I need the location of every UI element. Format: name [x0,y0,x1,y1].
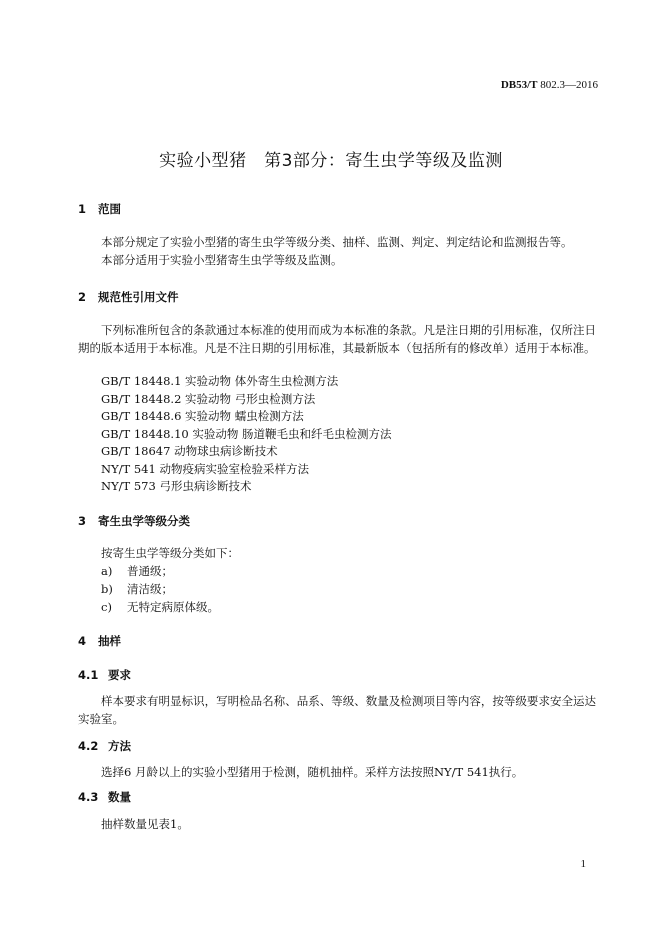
subsection-number: 4.2 [78,739,99,753]
section-number: 3 [78,514,87,528]
section-number: 4 [78,634,87,648]
reference-item: GB/T 18448.6 实验动物 蠕虫检测方法 [101,409,304,423]
list-text: 普通级； [127,564,173,578]
section-title: 范围 [98,202,121,216]
reference-item: GB/T 18448.10 实验动物 肠道鞭毛虫和纤毛虫检测方法 [101,427,392,441]
subsection-4-3-heading [78,789,131,805]
section-1-paragraph-2: 本部分适用于实验小型猪寄生虫学等级及监测。 [101,253,343,267]
reference-item: GB/T 18448.2 实验动物 弓形虫检测方法 [101,392,316,406]
subsection-title: 要求 [108,668,131,682]
section-1-heading [78,201,121,217]
list-text: 清洁级； [127,582,173,597]
subsection-4-1-text: 样本要求有明显标识，写明检品名称、品系、等级、数量及检测项目等内容，按等级要求安全运达实验室。 [78,694,596,727]
subsection-4-2-heading [78,738,131,754]
subsection-number: 4.3 [78,790,99,804]
document-title: 实验小型猪 第3部分：寄生虫学等级及监测 [159,151,503,171]
section-number: 2 [78,290,87,304]
list-marker: b) [101,582,113,597]
subsection-4-3-text: 抽样数量见表1。 [101,817,189,831]
subsection-4-1-heading [78,667,131,683]
page-number: 1 [580,858,586,870]
list-text: 无特定病原体级。 [127,600,219,615]
section-3-intro: 按寄生虫学等级分类如下： [101,546,239,560]
reference-item: NY/T 541 动物疫病实验室检验采样方法 [101,462,309,476]
section-1-paragraph-1: 本部分规定了实验小型猪的寄生虫学等级分类、抽样、监测、判定、判定结论和监测报告等。 [101,235,573,249]
subsection-title: 数量 [108,790,131,804]
standard-code-number: 802.3—2016 [540,79,598,91]
standard-code [501,79,598,91]
subsection-title: 方法 [108,739,131,753]
section-title: 抽样 [98,634,121,648]
reference-item: NY/T 573 弓形虫病诊断技术 [101,479,252,493]
section-4-heading [78,633,121,649]
grade-list [101,562,219,617]
reference-item: GB/T 18647 动物球虫病诊断技术 [101,444,278,458]
list-item [101,598,219,616]
section-title: 寄生虫学等级分类 [98,514,190,528]
list-item [101,580,219,598]
subsection-4-2-text: 选择6 月龄以上的实验小型猪用于检测，随机抽样。采样方法按照NY/T 541执行。 [101,765,524,779]
subsection-number: 4.1 [78,668,99,682]
list-marker: c) [101,600,112,615]
list-item [101,562,219,580]
section-3-heading [78,513,190,529]
section-title: 规范性引用文件 [98,290,179,304]
section-2-intro: 下列标准所包含的条款通过本标准的使用而成为本标准的条款。凡是注日期的引用标准，仅所注日期的版本适用于本标准。凡是不注日期的引用标准，其最新版本（包括所有的修改单）适用于本标准。 [78,323,596,356]
section-2-heading [78,289,179,305]
section-number: 1 [78,202,87,216]
reference-item: GB/T 18448.1 实验动物 体外寄生虫检测方法 [101,374,339,388]
list-marker: a) [101,564,113,578]
standard-code-prefix: DB53/T [500,79,538,91]
